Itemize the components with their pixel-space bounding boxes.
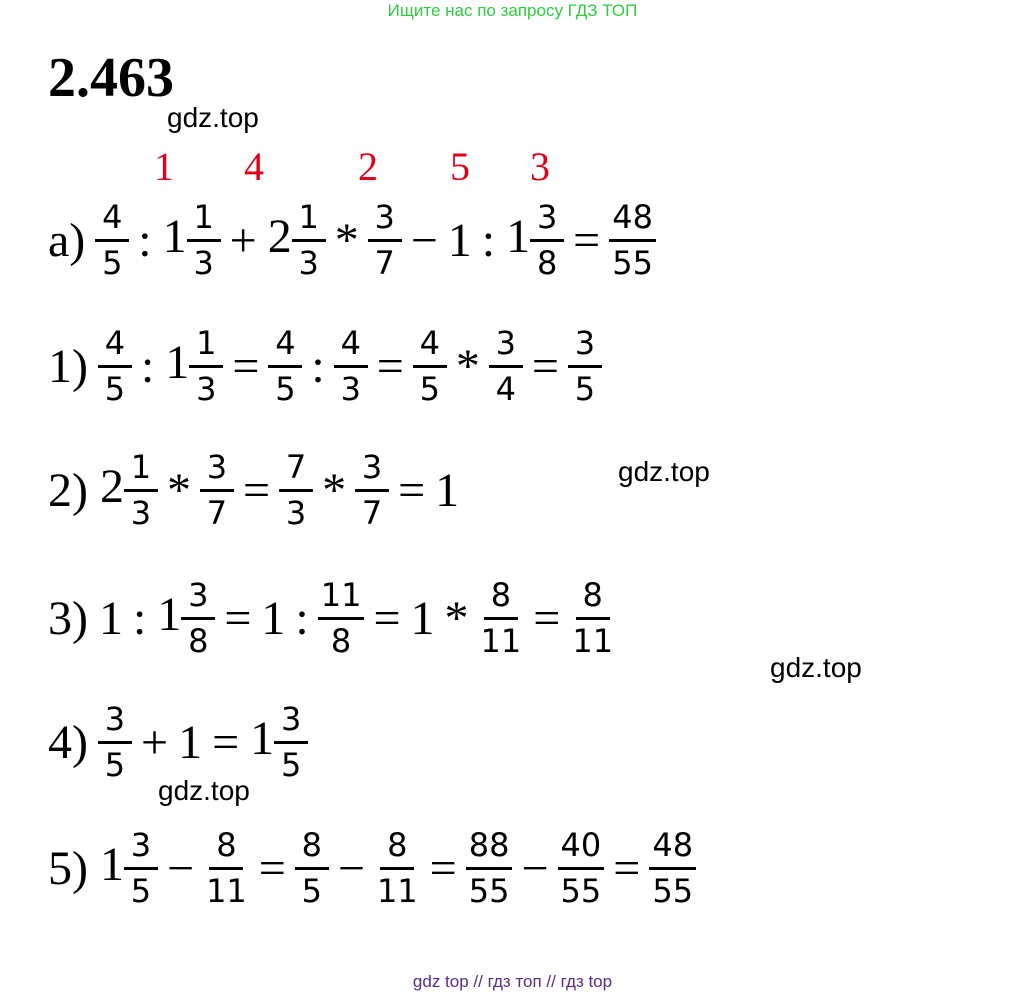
denominator: 11	[376, 872, 418, 911]
problem-number: 2.463	[48, 47, 174, 109]
integer: 1	[447, 213, 472, 267]
mixed-number	[244, 702, 312, 783]
operator: +	[229, 213, 257, 267]
numerator: 4	[413, 326, 447, 368]
operator: =	[242, 463, 271, 517]
denominator: 3	[193, 244, 214, 283]
operator: =	[373, 591, 401, 645]
numerator: 3	[530, 200, 564, 242]
denominator: 8	[330, 622, 352, 661]
main-equation	[48, 200, 660, 281]
denominator: 5	[419, 370, 440, 409]
fraction	[413, 326, 447, 407]
fraction	[187, 200, 221, 281]
fraction	[609, 200, 656, 281]
operator: =	[376, 339, 404, 393]
operator: −	[521, 841, 549, 895]
operator: :	[481, 213, 496, 267]
whole-part: 2	[267, 209, 292, 263]
denominator: 8	[536, 244, 558, 283]
denominator: 55	[612, 244, 653, 283]
operator: :	[311, 339, 325, 393]
numerator: 48	[649, 828, 696, 870]
fraction	[98, 702, 132, 783]
step-2	[48, 450, 464, 531]
fraction	[478, 578, 525, 659]
denominator: 3	[298, 244, 319, 283]
numerator: 8	[380, 828, 414, 870]
numerator: 3	[181, 578, 215, 620]
numerator: 4	[95, 200, 129, 242]
denominator: 3	[285, 494, 307, 533]
numerator: 3	[200, 450, 234, 492]
operator: *	[166, 463, 191, 517]
fraction	[568, 326, 602, 407]
whole-part: 1	[165, 335, 190, 389]
numerator: 48	[609, 200, 656, 242]
numerator: 11	[318, 578, 365, 620]
operator: =	[224, 591, 252, 645]
whole-part: 1	[162, 209, 187, 263]
order-label: 4	[244, 144, 264, 189]
denominator: 11	[206, 872, 247, 911]
fraction	[649, 828, 696, 909]
fraction	[530, 200, 564, 281]
denominator: 3	[196, 370, 217, 409]
order-label: 2	[358, 144, 378, 189]
numerator: 88	[466, 828, 513, 870]
footer-links[interactable]: gdz top // гдз топ // гдз top	[412, 972, 613, 991]
numerator: 1	[189, 326, 223, 368]
whole-part: 1	[250, 711, 275, 765]
denominator: 55	[468, 872, 510, 911]
whole-part: 1	[157, 587, 182, 641]
denominator: 5	[102, 244, 123, 283]
numerator: 1	[187, 200, 221, 242]
fraction	[292, 200, 326, 281]
mixed-number	[262, 200, 330, 281]
fraction	[318, 578, 365, 659]
denominator: 5	[104, 370, 126, 409]
numerator: 4	[98, 326, 132, 368]
mixed-number	[94, 828, 162, 909]
denominator: 5	[104, 746, 126, 785]
numerator: 7	[279, 450, 313, 492]
denominator: 11	[480, 622, 522, 661]
whole-part: 2	[99, 459, 124, 513]
step-label: 2)	[48, 463, 88, 517]
integer: 1	[98, 591, 123, 645]
fraction	[95, 200, 129, 281]
numerator: 3	[98, 702, 132, 744]
operator: *	[334, 213, 359, 267]
denominator: 55	[560, 872, 602, 911]
operator: :	[140, 339, 155, 393]
operator: −	[166, 841, 195, 895]
denominator: 7	[206, 494, 228, 533]
step-4	[48, 702, 312, 783]
fraction	[124, 450, 158, 531]
step-5	[48, 828, 700, 909]
denominator: 4	[495, 370, 516, 409]
denominator: 5	[574, 370, 596, 409]
step-label: 3)	[48, 591, 88, 645]
fraction	[279, 450, 313, 531]
order-label: 3	[530, 144, 550, 189]
step-1	[48, 326, 606, 407]
operator: =	[429, 841, 457, 895]
operator: :	[295, 591, 309, 645]
watermark: gdz.top	[618, 456, 710, 487]
order-label: 5	[450, 144, 470, 189]
fraction	[203, 828, 250, 909]
fraction	[181, 578, 215, 659]
denominator: 7	[374, 244, 395, 283]
denominator: 5	[301, 872, 323, 911]
operator: =	[533, 591, 561, 645]
fraction	[334, 326, 368, 407]
numerator: 1	[124, 450, 158, 492]
denominator: 55	[652, 872, 694, 911]
fraction	[558, 828, 605, 909]
mixed-number	[157, 200, 225, 281]
operator: *	[322, 463, 347, 517]
denominator: 8	[188, 622, 209, 661]
watermark: gdz.top	[158, 775, 250, 806]
integer: 1	[261, 591, 286, 645]
numerator: 8	[484, 578, 518, 620]
operator: =	[613, 841, 641, 895]
operator: =	[232, 339, 260, 393]
denominator: 5	[280, 746, 302, 785]
step-3	[48, 578, 620, 659]
numerator: 3	[368, 200, 402, 242]
mixed-number	[159, 326, 227, 407]
numerator: 3	[355, 450, 389, 492]
fraction	[374, 828, 421, 909]
integer: 1	[178, 715, 203, 769]
fraction	[355, 450, 389, 531]
denominator: 7	[361, 494, 383, 533]
watermark: gdz.top	[770, 652, 862, 683]
denominator: 5	[275, 370, 296, 409]
operator: =	[212, 715, 240, 769]
step-label: a)	[48, 213, 86, 267]
mixed-number	[94, 450, 162, 531]
numerator: 3	[489, 326, 523, 368]
numerator: 40	[558, 828, 605, 870]
fraction	[569, 578, 616, 659]
numerator: 1	[292, 200, 326, 242]
fraction	[189, 326, 223, 407]
numerator: 8	[295, 828, 329, 870]
step-label: 4)	[48, 715, 88, 769]
integer: 1	[410, 591, 435, 645]
whole-part: 1	[506, 209, 531, 263]
operator: :	[138, 213, 152, 267]
numerator: 3	[124, 828, 158, 870]
operator: =	[258, 841, 286, 895]
numerator: 4	[334, 326, 368, 368]
integer: 1	[435, 463, 460, 517]
operator: −	[337, 841, 365, 895]
fraction	[274, 702, 308, 783]
numerator: 4	[268, 326, 302, 368]
header-search-hint[interactable]: Ищите нас по запросу ГДЗ ТОП	[387, 1, 638, 20]
order-label: 1	[154, 144, 174, 189]
operator: =	[531, 339, 559, 393]
numerator: 8	[576, 578, 610, 620]
fraction	[268, 326, 302, 407]
denominator: 11	[572, 622, 614, 661]
fraction	[489, 326, 523, 407]
operator: =	[398, 463, 426, 517]
fraction	[200, 450, 234, 531]
denominator: 5	[130, 872, 152, 911]
mixed-number	[151, 578, 219, 659]
numerator: 3	[274, 702, 308, 744]
denominator: 3	[130, 494, 152, 533]
numerator: 8	[209, 828, 243, 870]
operator: −	[410, 213, 438, 267]
operator: =	[573, 213, 601, 267]
mixed-number	[500, 200, 568, 281]
step-label: 1)	[48, 339, 88, 393]
numerator: 3	[568, 326, 602, 368]
operator: +	[140, 715, 169, 769]
watermark: gdz.top	[167, 102, 259, 133]
whole-part: 1	[99, 837, 124, 891]
fraction	[295, 828, 329, 909]
fraction	[98, 326, 132, 407]
operator: :	[132, 591, 147, 645]
fraction	[124, 828, 158, 909]
operator: *	[444, 591, 469, 645]
denominator: 3	[340, 370, 361, 409]
fraction	[368, 200, 402, 281]
operator: *	[455, 339, 480, 393]
step-label: 5)	[48, 841, 88, 895]
fraction	[466, 828, 513, 909]
